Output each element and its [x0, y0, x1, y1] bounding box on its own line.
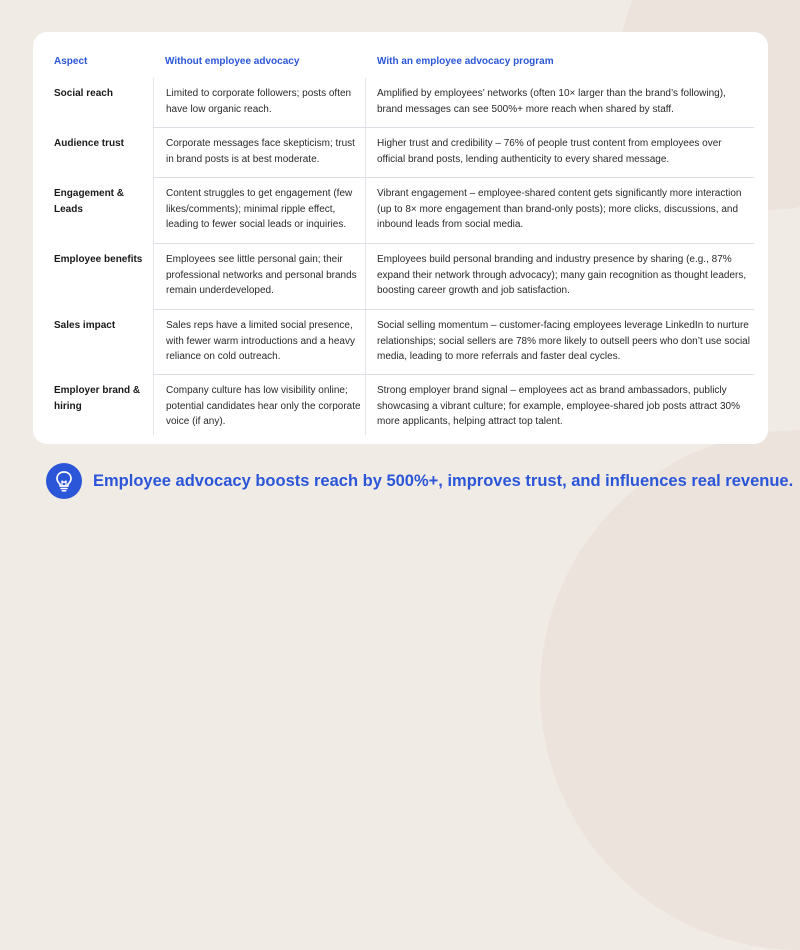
- row-aspect: Engagement & Leads: [54, 188, 125, 215]
- row-aspect: Audience trust: [54, 138, 125, 149]
- background-decoration: [540, 430, 800, 950]
- row-aspect: Employer brand & hiring: [54, 385, 141, 412]
- row-aspect: Sales impact: [54, 320, 116, 331]
- table-row: [33, 178, 768, 244]
- summary-text: Employee advocacy boosts reach by 500%+, improves trust, and influences real revenue.: [93, 472, 794, 490]
- table-row: [33, 78, 768, 128]
- header-with: With an employee advocacy program: [377, 56, 554, 67]
- row-with: Employees build personal branding and industry presence by sharing (e.g., 87% expand their network through advocacy); many gain recognition as thought leaders, boosting career growth and job satisfaction.: [377, 254, 747, 296]
- row-with: Higher trust and credibility – 76% of people trust content from employees over official brand posts, lending authenticity to every shared message.: [377, 138, 722, 165]
- row-without: Company culture has low visibility online; potential candidates hear only the corporate voice (if any).: [153, 375, 366, 435]
- row-aspect: Social reach: [54, 88, 113, 99]
- row-with: Amplified by employees’ networks (often 10× larger than the brand’s following), brand messages can see 500%+ more reach when shared by staff.: [377, 88, 726, 115]
- lightbulb-icon: [46, 463, 82, 499]
- table-row: [33, 310, 768, 375]
- header-without: Without employee advocacy: [165, 56, 300, 67]
- row-with: Vibrant engagement – employee-shared content gets significantly more interaction (up to 8× more engagement than brand-only posts); more clicks, discussions, and inbound leads from social media.: [377, 188, 742, 230]
- row-without: Content struggles to get engagement (few likes/comments); minimal ripple effect, leading to fewer social leads or inquiries.: [153, 178, 366, 244]
- row-without: Corporate messages face skepticism; trust in brand posts is at best moderate.: [153, 128, 366, 178]
- row-without: Employees see little personal gain; their professional networks and personal brands remain underdeveloped.: [153, 244, 366, 310]
- table-row: [33, 128, 768, 178]
- row-without: Limited to corporate followers; posts often have low organic reach.: [153, 78, 366, 128]
- row-without: Sales reps have a limited social presence, with fewer warm introductions and a heavy reliance on cold outreach.: [153, 310, 366, 375]
- comparison-table: [33, 32, 768, 444]
- table-row: [33, 244, 768, 310]
- row-aspect: Employee benefits: [54, 254, 143, 265]
- table-row: [33, 375, 768, 435]
- row-with: Social selling momentum – customer-facing employees leverage LinkedIn to nurture relationships; social sellers are 78% more likely to outsell peers who don’t use social media, leading to more referrals and faster deal cycles.: [377, 320, 750, 362]
- row-with: Strong employer brand signal – employees act as brand ambassadors, publicly showcasing a vibrant culture; for example, employee-shared job posts attract 30% more applicants, helping attract top talent.: [377, 385, 740, 427]
- table-header-row: [33, 32, 768, 72]
- header-aspect: Aspect: [54, 56, 88, 67]
